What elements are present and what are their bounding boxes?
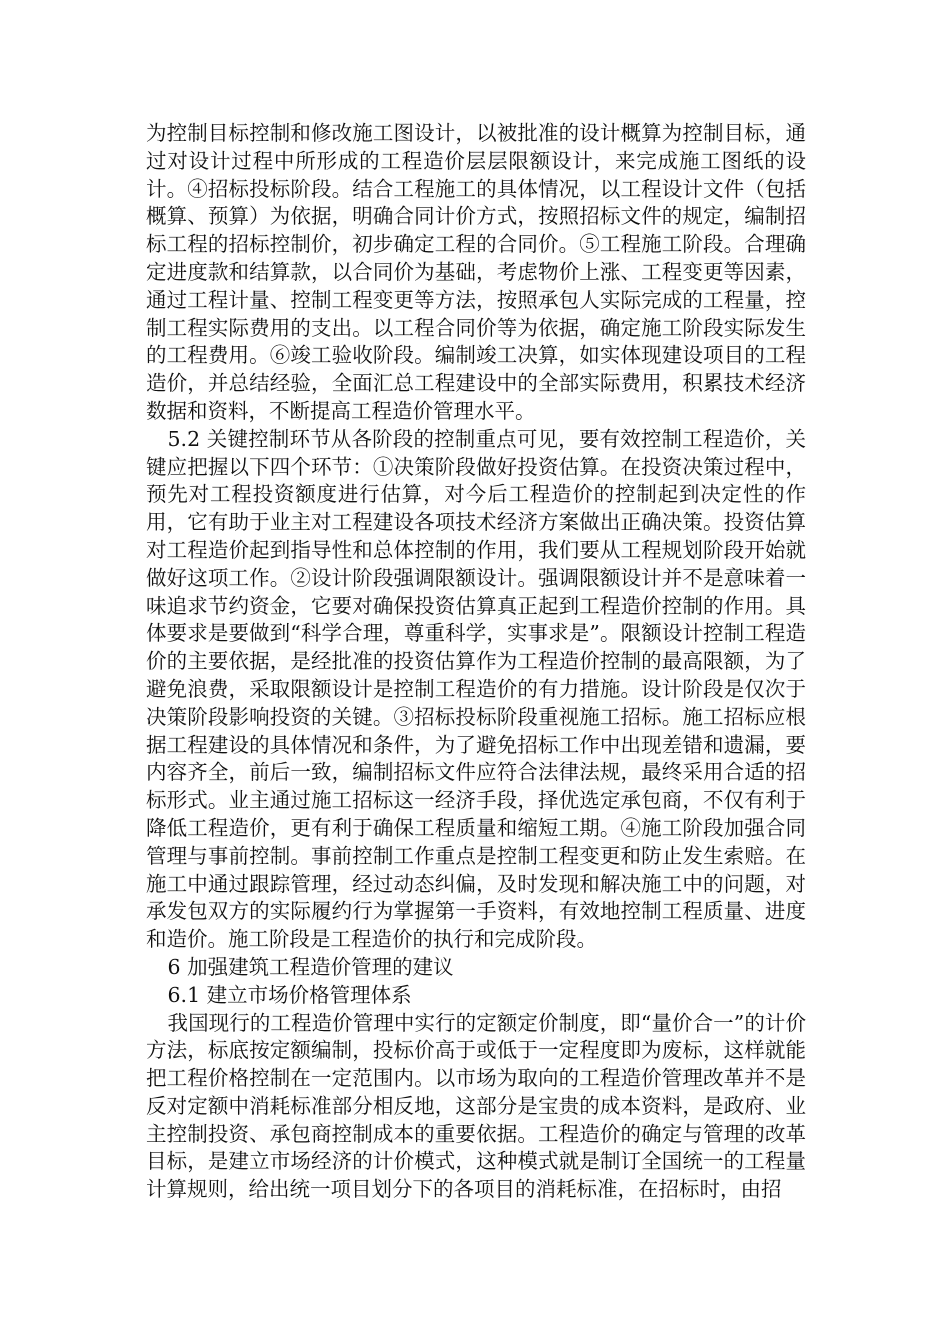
- document-body: [146, 120, 806, 1204]
- paragraph-key-control-links: 5.2 关键控制环节从各阶段的控制重点可见，要有效控制工程造价，关键应把握以下四个环节：①决策阶段做好投资估算。在投资决策过程中，预先对工程投资额度进行估算，对今后工程造价的控制起到决定性的作用，它有助于业主对工程建设各项技术经济方案做出正确决策。投资估算对工程造价起到指导性和总体控制的作用，我们要从工程规划阶段开始就做好这项工作。②设计阶段强调限额设计。强调限额设计并不是意味着一味追求节约资金，它要对确保投资估算真正起到工程造价控制的作用。具体要求是要做到“科学合理，尊重科学，实事求是”。限额设计控制工程造价的主要依据，是经批准的投资估算作为工程造价控制的最高限额，为了避免浪费，采取限额设计是控制工程造价的有力措施。设计阶段是仅次于决策阶段影响投资的关键。③招标投标阶段重视施工招标。施工招标应根据工程建设的具体情况和条件，为了避免招标工作中出现差错和遗漏，要内容齐全，前后一致，编制招标文件应符合法律法规，最终采用合适的招标形式。业主通过施工招标这一经济手段，择优选定承包商，不仅有利于降低工程造价，更有利于确保工程质量和缩短工期。④施工阶段加强合同管理与事前控制。事前控制工作重点是控制工程变更和防止发生索赔。在施工中通过跟踪管理，经过动态纠偏，及时发现和解决施工中的问题，对承发包双方的实际履约行为掌握第一手资料，有效地控制工程质量、进度和造价。施工阶段是工程造价的执行和完成阶段。: [146, 426, 806, 952]
- section-heading-6: 6 加强建筑工程造价管理的建议: [167, 954, 454, 979]
- paragraph-market-price-system: 我国现行的工程造价管理中实行的定额定价制度，即“量价合一”的计价方法，标底按定额编制，投标价高于或低于一定程度即为废标，这样就能把工程价格控制在一定范围内。以市场为取向的工程造价管理改革并不是反对定额中消耗标准部分相反地，这部分是宝贵的成本资料，是政府、业主控制投资、承包商控制成本的重要依据。工程造价的确定与管理的改革目标，是建立市场经济的计价模式，这种模式就是制订全国统一的工程量计算规则，给出统一项目划分下的各项目的消耗标准，在招标时，由招: [146, 1010, 806, 1202]
- subsection-heading-6-1: 6.1 建立市场价格管理体系: [167, 982, 412, 1007]
- paragraph-stage-control: 为控制目标控制和修改施工图设计，以被批准的设计概算为控制目标，通过对设计过程中所形成的工程造价层层限额设计，来完成施工图纸的设计。④招标投标阶段。结合工程施工的具体情况，以工程设计文件（包括概算、预算）为依据，明确合同计价方式，按照招标文件的规定，编制招标工程的招标控制价，初步确定工程的合同价。⑤工程施工阶段。合理确定进度款和结算款，以合同价为基础，考虑物价上涨、工程变更等因素，通过工程计量、控制工程变更等方法，按照承包人实际完成的工程量，控制工程实际费用的支出。以工程合同价等为依据，确定施工阶段实际发生的工程费用。⑥竣工验收阶段。编制竣工决算，如实体现建设项目的工程造价，并总结经验，全面汇总工程建设中的全部实际费用，积累技术经济数据和资料，不断提高工程造价管理水平。: [146, 121, 806, 423]
